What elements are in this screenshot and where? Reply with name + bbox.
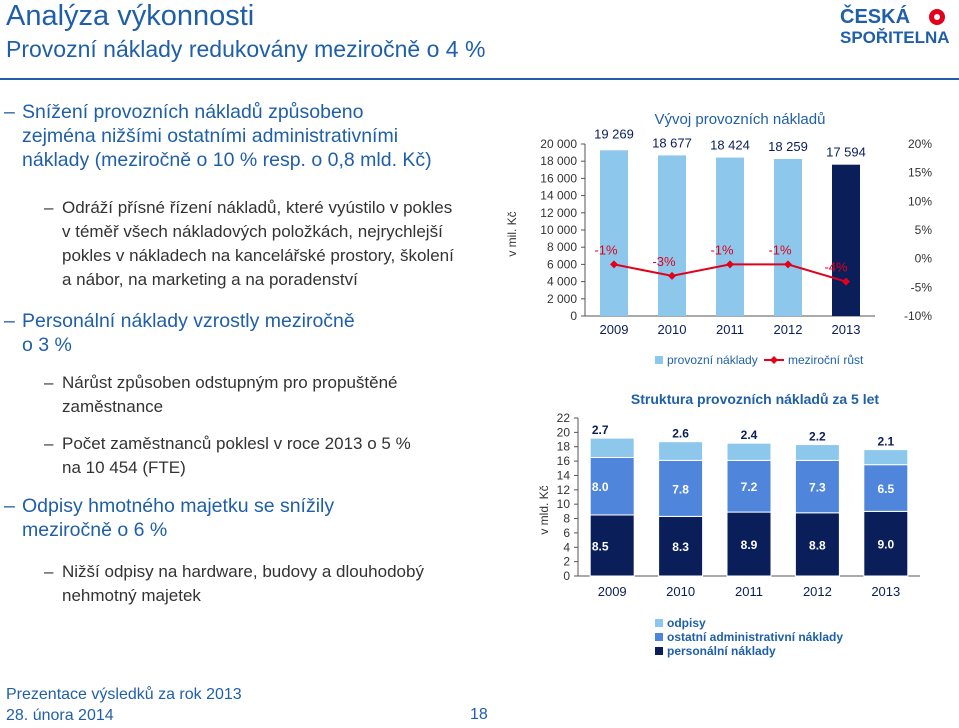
logo-mark-icon [928, 8, 946, 26]
x-tick-label: 2013 [831, 322, 861, 337]
legend-swatch [655, 619, 663, 627]
bullet-line: Personální náklady vzrostly meziročně [22, 310, 355, 332]
y-tick-label: 4 000 [546, 274, 577, 289]
footer-date: 28. února 2014 [6, 707, 114, 724]
x-tick-label: 2011 [735, 584, 763, 599]
bullet-dash-icon: – [44, 562, 54, 581]
y-axis-label: v mld. Kč [537, 485, 551, 535]
operating-costs-chart [500, 104, 950, 374]
bullet-line: náklady (meziročně o 10 % resp. o 0,8 mld. Kč) [22, 149, 432, 171]
y-tick-label: 8 000 [546, 240, 577, 255]
bullet-line: nehmotný majetek [62, 586, 201, 605]
bullet-sub [44, 196, 454, 292]
bullet-line: na 10 454 (FTE) [62, 458, 186, 477]
segment-label: 8.3 [672, 540, 689, 555]
y-tick-label: 16 [556, 454, 570, 469]
y2-tick-label: 15% [907, 165, 932, 180]
bullet-line: meziročně o 6 % [22, 519, 168, 541]
y2-tick-label: 0% [914, 251, 932, 266]
bullet-dash-icon: – [4, 310, 15, 332]
segment-label: 7.3 [809, 480, 826, 495]
legend-label: ostatní administrativní náklady [667, 630, 844, 644]
bullet-dash-icon: – [44, 434, 54, 453]
legend-label: meziroční růst [788, 353, 864, 367]
header-divider [0, 78, 959, 80]
bar [832, 165, 860, 316]
bullet-dash-icon: – [4, 101, 15, 123]
y-tick-label: 20 [556, 425, 570, 440]
chart-title: Struktura provozních nákladů za 5 let [630, 391, 880, 407]
bullet-line: o 3 % [22, 334, 72, 356]
logo [840, 6, 952, 48]
segment-label: 6.5 [877, 482, 895, 497]
line-label: -4% [824, 259, 848, 275]
bullet-line: Snížení provozních nákladů způsobeno [22, 101, 364, 123]
bullet-dash-icon: – [4, 495, 15, 517]
bullet-main [4, 494, 335, 542]
y-tick-label: 6 000 [546, 257, 577, 272]
bar [716, 158, 744, 316]
line-label: -1% [594, 242, 618, 258]
bullet-line: Odráží přísné řízení nákladů, které vyústilo v pokles [62, 198, 453, 217]
y-tick-label: 0 [563, 569, 570, 583]
line-label: -3% [652, 253, 676, 269]
logo-line2: SPOŘITELNA [840, 28, 950, 47]
bar [658, 155, 686, 316]
bullet-line: pokles v nákladech na kancelářské prostory, školení [62, 246, 454, 265]
bullet-line: Počet zaměstnanců poklesl v roce 2013 o 5 % [62, 434, 411, 453]
legend-swatch [655, 633, 663, 641]
y-tick-label: 16 000 [540, 171, 577, 186]
segment-label: 8.0 [591, 480, 609, 495]
y-tick-label: 8 [563, 511, 570, 526]
bullet-line: zejména nižšími ostatními administrativními [22, 125, 399, 147]
bar-label: 19 269 [594, 126, 634, 142]
bullet-main [4, 100, 432, 172]
y-tick-label: 14 000 [540, 188, 577, 203]
y2-tick-label: -5% [910, 280, 932, 295]
segment-label: 8.8 [809, 538, 826, 553]
x-tick-label: 2009 [599, 322, 629, 337]
bullet-sub [44, 371, 398, 419]
bullet-line: zaměstnance [62, 397, 164, 416]
bullet-line: v téměř všech nákladových položkách, nejrychlejší [62, 222, 443, 241]
page-number: 18 [470, 706, 488, 723]
y-tick-label: 14 [556, 468, 570, 483]
bullet-dash-icon: – [44, 373, 54, 392]
y-tick-label: 10 000 [540, 223, 577, 237]
segment-label: 9.0 [877, 537, 895, 552]
bar [600, 150, 628, 316]
page-subtitle: Provozní náklady redukovány meziročně o 4 % [6, 36, 486, 62]
bullet-line: Odpisy hmotného majetku se snížily [22, 495, 335, 517]
line-label: -1% [768, 242, 792, 258]
segment-label: 7.2 [740, 480, 758, 495]
x-tick-label: 2011 [716, 322, 744, 337]
legend-label: odpisy [667, 616, 706, 630]
bullet-sub [44, 432, 411, 480]
bar [774, 159, 802, 316]
y-tick-label: 20 000 [540, 137, 577, 151]
bullet-sub [44, 560, 424, 608]
x-tick-label: 2013 [871, 584, 901, 599]
y2-tick-label: 10% [907, 194, 932, 209]
stack-segment [659, 442, 703, 461]
page-title: Analýza výkonnosti [6, 0, 255, 32]
line-label: -1% [710, 242, 734, 258]
stack-segment [795, 445, 839, 461]
bar-label: 18 677 [652, 135, 692, 151]
y-tick-label: 12 000 [540, 205, 577, 220]
y-tick-label: 2 [563, 554, 570, 569]
y-axis-label: v mil. Kč [505, 211, 519, 257]
y-tick-label: 12 [556, 482, 570, 497]
footer-presentation: Prezentace výsledků za rok 2013 [6, 686, 242, 703]
bullet-line: a nábor, na marketing a na poradenství [62, 270, 358, 289]
logo-line1: ČESKÁ [840, 6, 911, 28]
segment-label: 2.1 [877, 434, 895, 449]
y2-tick-label: -10% [903, 309, 932, 323]
legend-label: personální náklady [667, 644, 776, 658]
y-tick-label: 18 000 [540, 154, 577, 169]
bullet-dash-icon: – [44, 198, 54, 217]
y2-tick-label: 20% [907, 137, 932, 151]
bullet-line: Nižší odpisy na hardware, budovy a dlouhodobý [62, 562, 424, 581]
y-tick-label: 18 [556, 439, 570, 454]
segment-label: 8.5 [591, 539, 609, 554]
x-tick-label: 2010 [666, 584, 696, 599]
legend-swatch [655, 356, 663, 364]
bullet-main [4, 309, 355, 357]
bar-label: 17 594 [826, 144, 866, 160]
legend-marker [770, 356, 778, 364]
y-tick-label: 6 [563, 525, 570, 540]
bar-label: 18 259 [768, 138, 808, 154]
segment-label: 8.9 [740, 538, 758, 553]
stack-segment [727, 443, 771, 460]
x-tick-label: 2009 [597, 584, 627, 599]
segment-label: 2.6 [672, 426, 689, 441]
segment-label: 2.4 [740, 428, 758, 443]
segment-label: 7.8 [672, 482, 689, 497]
y-tick-label: 22 [556, 411, 570, 425]
stack-segment [590, 438, 634, 457]
y-tick-label: 10 [556, 497, 570, 512]
bar-label: 18 424 [710, 137, 750, 153]
legend-swatch [655, 647, 663, 655]
x-tick-label: 2012 [802, 584, 832, 599]
stack-segment [864, 450, 908, 465]
cost-structure-chart [500, 384, 950, 664]
x-tick-label: 2012 [773, 322, 803, 337]
segment-label: 2.7 [591, 423, 609, 438]
legend-label: provozní náklady [667, 353, 758, 367]
x-tick-label: 2010 [657, 322, 687, 337]
y-tick-label: 0 [570, 309, 577, 323]
bullet-line: Nárůst způsoben odstupným pro propuštěné [62, 373, 398, 392]
segment-label: 2.2 [809, 429, 826, 444]
y-tick-label: 2 000 [546, 291, 577, 306]
y-tick-label: 4 [563, 540, 570, 555]
y2-tick-label: 5% [914, 223, 932, 237]
chart-title: Vývoj provozních nákladů [654, 111, 826, 128]
